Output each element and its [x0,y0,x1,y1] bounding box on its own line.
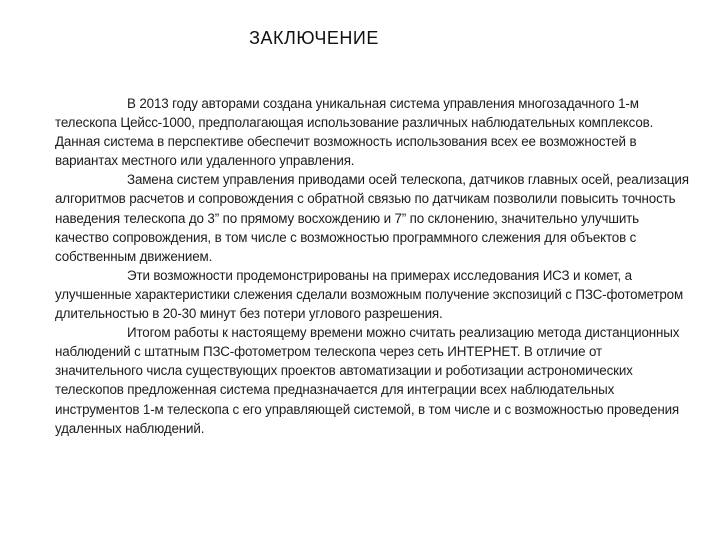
paragraph-4: Итогом работы к настоящему времени можно считать реализацию метода дистанционных наблюдений с штатным ПЗС-фотометром телескопа через сеть ИНТЕРНЕТ. В отличие от значительного числа существующих проектов автоматизации и роботизации астрономических телескопов предложенная система предназначается для интеграции всех наблюдательных инструментов 1-м телескопа с его управляющей системой, в том числе и с возможностью проведения удаленных наблюдений. [55,325,680,436]
slide-title: ЗАКЛЮЧЕНИЕ [249,28,379,48]
paragraph-1: В 2013 году авторами создана уникальная система управления многозадачного 1-м телескопа Цейсс-1000, предполагающая использование различных наблюдательных комплексов. Данная система в перспективе обеспечит возможность использования всех ее возможностей в вариантах местного или удаленного управления. [55,96,654,169]
paragraph-2: Замена систем управления приводами осей телескопа, датчиков главных осей, реализация алгоритмов расчетов и сопровождения с обратной связью по датчикам позволили повысить точность наведения телескопа до 3” по прямому восхождению и 7” по склонению, значительно улучшить качество сопровождения, в том числе с возможностью программного слежения для объектов с собственным движением. [55,172,689,264]
paragraph-3: Эти возможности продемонстрированы на примерах исследования ИСЗ и комет, а улучшенные характеристики слежения сделали возможным получение экспозиций с ПЗС-фотометром длительностью в 20-30 минут без потери углового разрешения. [55,267,684,322]
slide-body [55,94,693,438]
